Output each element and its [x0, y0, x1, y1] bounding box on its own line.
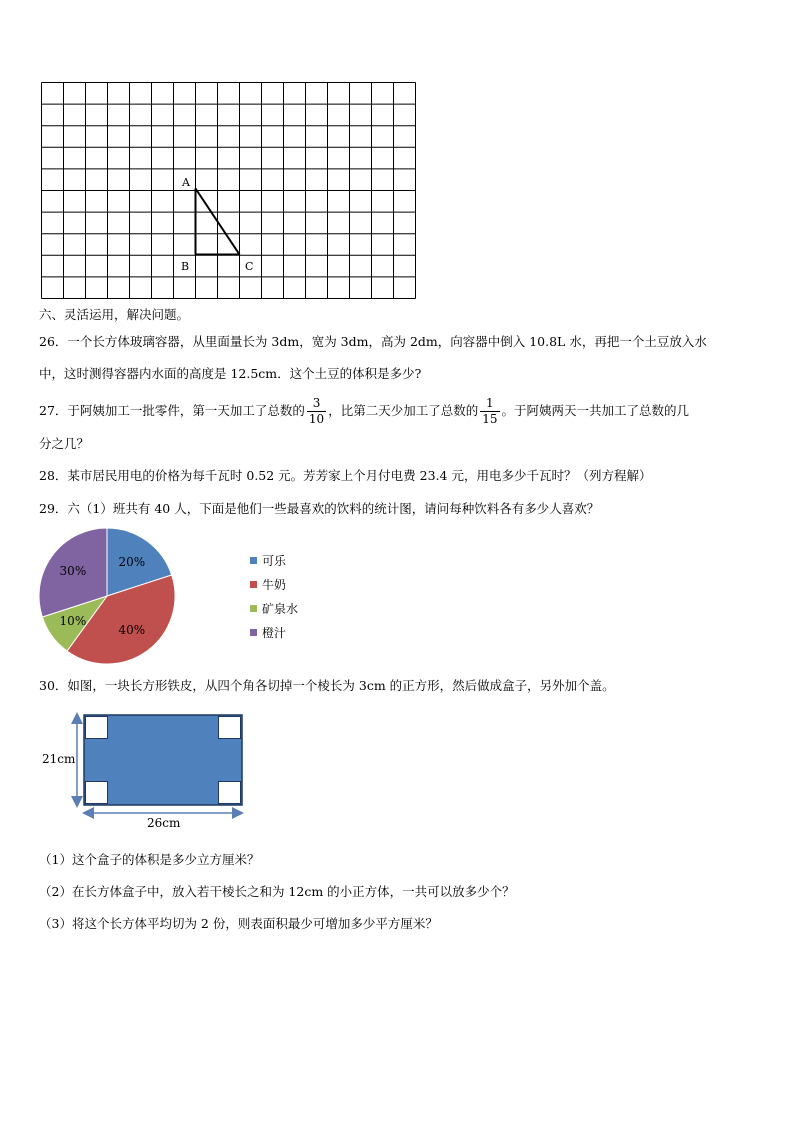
- q26-line2: 中，这时测得容器内水面的高度是 12.5cm．这个土豆的体积是多少?: [39, 366, 422, 381]
- q27-part2: ，比第二天少加工了总数的: [328, 403, 479, 418]
- q27-line1: [39, 391, 689, 431]
- legend-swatch: [250, 557, 257, 564]
- legend-label: 牛奶: [262, 577, 287, 592]
- legend-item: [250, 572, 298, 596]
- q26-line1: 26．一个长方体玻璃容器，从里面量长为 3dm，宽为 3dm，高为 2dm，向容器中倒入 10.8L 水，再把一个土豆放入水: [39, 334, 707, 349]
- pie-label-2: 10%: [59, 613, 87, 628]
- frac2-denominator: 15: [482, 411, 498, 426]
- legend-label: 可乐: [262, 553, 287, 568]
- q29-text: 29．六（1）班共有 40 人，下面是他们一些最喜欢的饮料的统计图，请问每种饮料各有多少人喜欢？: [39, 501, 600, 516]
- q30-sub1: （1）这个盒子的体积是多少立方厘米？: [39, 852, 260, 867]
- q30-text: 30．如图，一块长方形铁皮，从四个角各切掉一个棱长为 3cm 的正方形，然后做成盒子，另外加个盖。: [39, 678, 615, 693]
- pie-legend: [250, 548, 298, 644]
- section-6-heading: 六、灵活运用，解决问题。: [39, 307, 190, 322]
- legend-label: 矿泉水: [262, 601, 299, 616]
- q27-part3: 。于阿姨两天一共加工了总数的几: [501, 403, 690, 418]
- legend-swatch: [250, 605, 257, 612]
- height-label: 21cm: [42, 752, 76, 766]
- point-c-label: C: [245, 260, 254, 273]
- width-label: 26cm: [147, 816, 181, 830]
- point-b-label: B: [181, 260, 190, 273]
- corner-square-tl: [86, 717, 108, 739]
- q27-line2: 分之几？: [39, 436, 90, 451]
- corner-square-br: [219, 782, 241, 804]
- grid-lines: [42, 83, 416, 299]
- grid-figure: [40, 82, 420, 300]
- legend-label: 橙汁: [262, 625, 287, 640]
- frac1-denominator: 10: [308, 411, 325, 426]
- point-a-label: A: [182, 176, 190, 189]
- q27-part1: 27．于阿姨加工一批零件，第一天加工了总数的: [39, 403, 305, 418]
- corner-square-bl: [86, 782, 108, 804]
- legend-swatch: [250, 629, 257, 636]
- corner-square-tr: [219, 717, 241, 739]
- fraction-1-15: [480, 396, 499, 427]
- legend-item: [250, 548, 298, 572]
- q30-sub2: （2）在长方体盒子中，放入若干棱长之和为 12cm 的小正方体，一共可以放多少个？: [39, 884, 515, 899]
- legend-swatch: [250, 581, 257, 588]
- pie-label-3: 30%: [59, 564, 87, 579]
- pie-label-0: 20%: [118, 554, 146, 569]
- fraction-3-10: [307, 396, 326, 427]
- frac2-numerator: 1: [480, 396, 499, 412]
- legend-item: [250, 620, 298, 644]
- iron-sheet-figure: [70, 710, 250, 820]
- q28-text: 28．某市居民用电的价格为每千瓦时 0.52 元。芳芳家上个月付电费 23.4 元，用电多少千瓦时？（列方程解）: [39, 468, 652, 483]
- frac1-numerator: 3: [307, 396, 326, 412]
- q30-sub3: （3）将这个长方体平均切为 2 份，则表面积最少可增加多少平方厘米？: [39, 916, 438, 931]
- pie-label-1: 40%: [118, 623, 146, 638]
- legend-item: [250, 596, 298, 620]
- pie-chart: [36, 524, 186, 670]
